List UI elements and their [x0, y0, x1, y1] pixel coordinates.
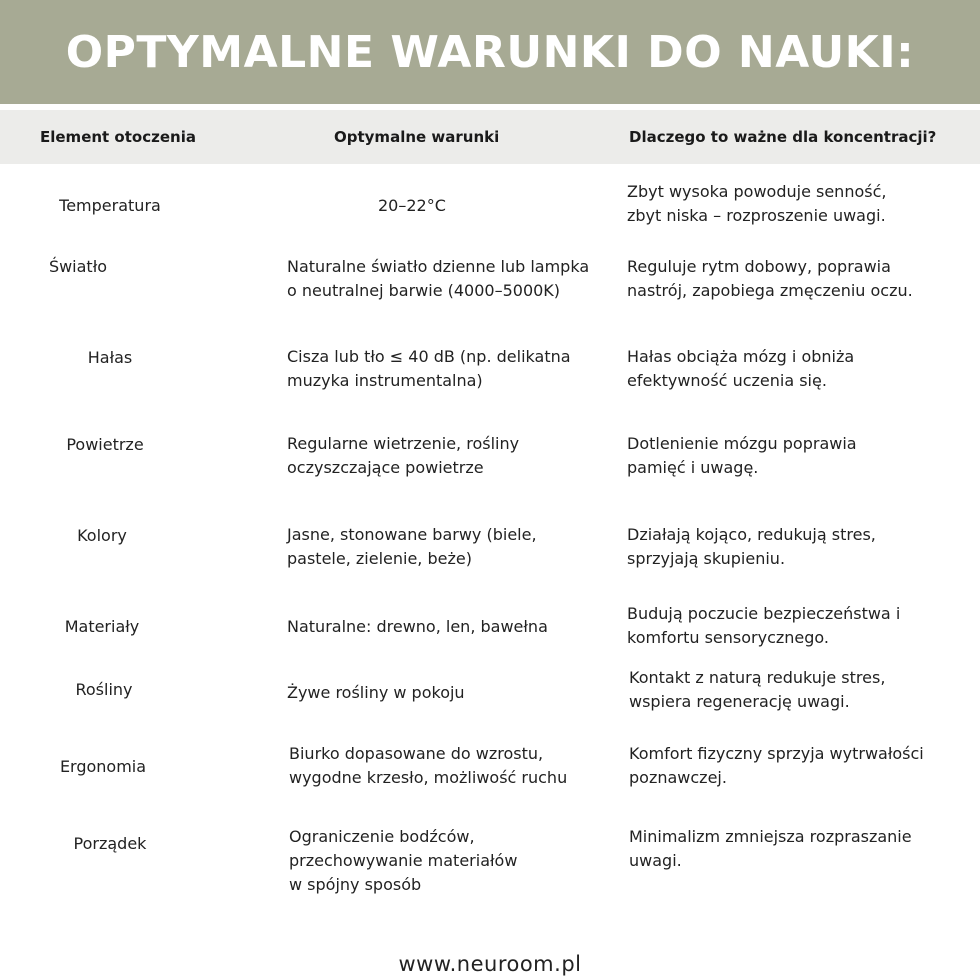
cell-element: Hałas — [87, 348, 133, 367]
page-title: OPTYMALNE WARUNKI DO NAUKI: — [65, 26, 915, 78]
header-element: Element otoczenia — [40, 128, 196, 146]
header-why: Dlaczego to ważne dla koncentracji? — [629, 128, 937, 146]
cell-element: Materiały — [64, 617, 140, 636]
cell-why: Budują poczucie bezpieczeństwa i komfortu sensorycznego. — [627, 604, 901, 647]
cell-why: Minimalizm zmniejsza rozpraszanie uwagi. — [629, 827, 912, 870]
cell-why: Kontakt z naturą redukuje stres, wspiera regenerację uwagi. — [629, 668, 886, 711]
cell-conditions: Biurko dopasowane do wzrostu, wygodne krzesło, możliwość ruchu — [289, 744, 568, 787]
cell-element: Kolory — [77, 526, 127, 545]
cell-conditions: 20–22°C — [378, 196, 446, 215]
cell-conditions: Ograniczenie bodźców, przechowywanie materiałów w spójny sposób — [289, 827, 518, 894]
cell-conditions: Cisza lub tło ≤ 40 dB (np. delikatna muzyka instrumentalna) — [287, 347, 571, 390]
cell-why: Reguluje rytm dobowy, poprawia nastrój, zapobiega zmęczeniu oczu. — [627, 257, 913, 300]
cell-element: Temperatura — [59, 196, 161, 215]
cell-why: Zbyt wysoka powoduje senność, zbyt niska – rozproszenie uwagi. — [627, 182, 887, 225]
cell-why: Działają kojąco, redukują stres, sprzyjają skupieniu. — [627, 525, 876, 568]
cell-why: Dotlenienie mózgu poprawia pamięć i uwagę. — [627, 434, 857, 477]
cell-why: Hałas obciąża mózg i obniża efektywność uczenia się. — [627, 347, 855, 390]
table-header — [0, 110, 980, 164]
cell-conditions: Jasne, stonowane barwy (biele, pastele, zielenie, beże) — [287, 525, 537, 568]
cell-conditions: Naturalne: drewno, len, bawełna — [287, 617, 548, 636]
cell-element: Światło — [48, 257, 108, 276]
cell-conditions: Regularne wietrzenie, rośliny oczyszczające powietrze — [287, 434, 520, 477]
cell-element: Porządek — [73, 834, 147, 853]
cell-element: Rośliny — [75, 680, 133, 699]
cell-element: Powietrze — [66, 435, 144, 454]
header-conditions: Optymalne warunki — [334, 128, 500, 146]
website-footer: www.neuroom.pl — [398, 952, 582, 976]
cell-conditions: Naturalne światło dzienne lub lampka o neutralnej barwie (4000–5000K) — [287, 257, 590, 300]
cell-conditions: Żywe rośliny w pokoju — [287, 683, 465, 702]
title-banner — [0, 0, 980, 104]
cell-why: Komfort fizyczny sprzyja wytrwałości poznawczej. — [629, 744, 924, 787]
cell-element: Ergonomia — [59, 757, 147, 776]
